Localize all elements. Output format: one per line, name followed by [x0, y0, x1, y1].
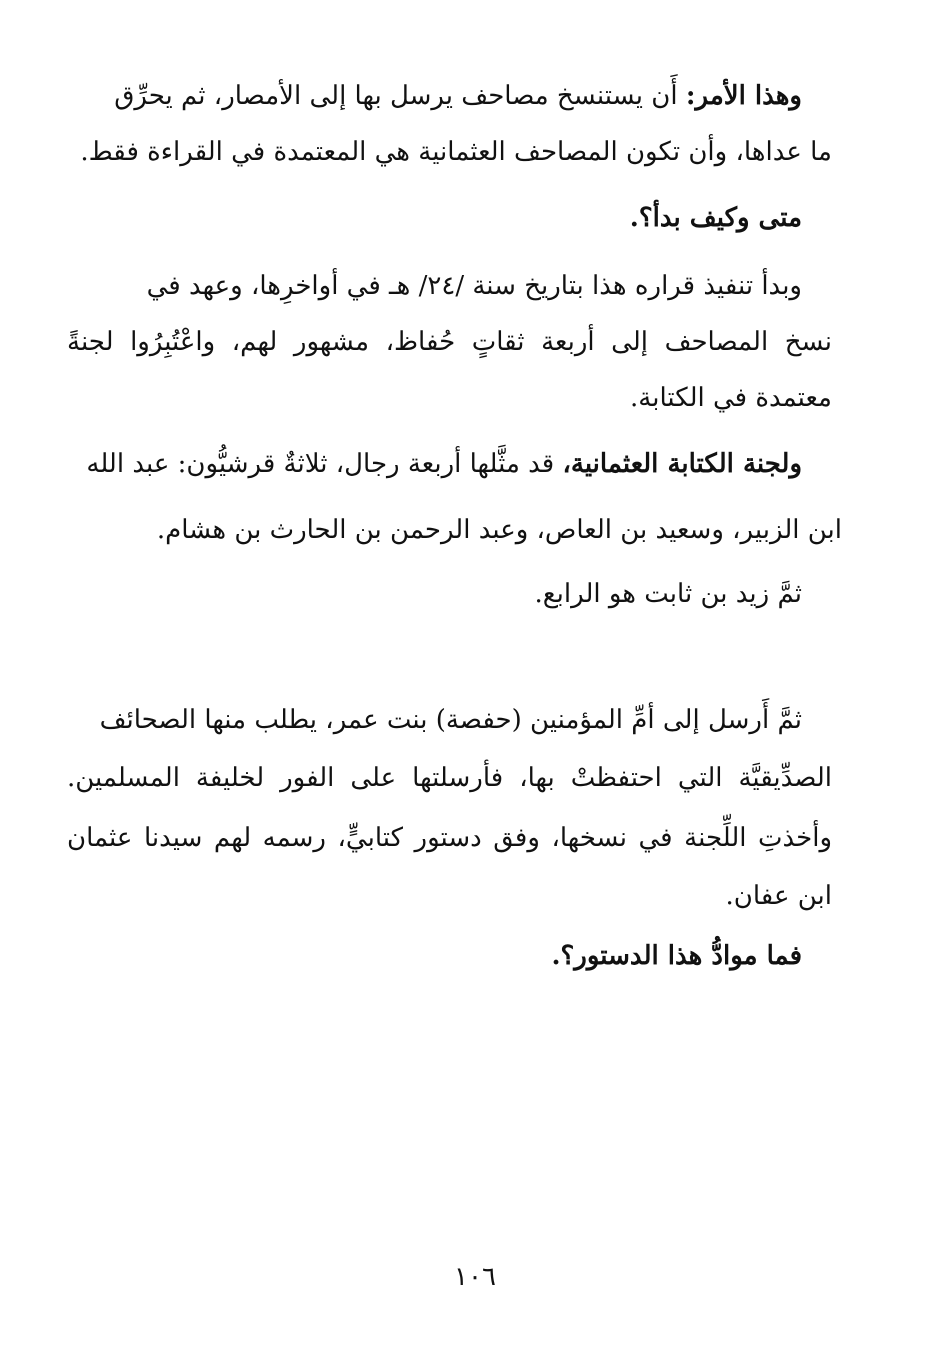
- text-line: الصدِّيقيَّة التي احتفظتْ بها، فأرسلتها على الفور لخليفة المسلمين.: [67, 763, 832, 793]
- text-line: [67, 444, 802, 484]
- text-run: قد مثَّلها أربعة رجال، ثلاثةٌ قرشيُّون: عبد الله: [86, 449, 563, 479]
- text-line: وبدأ تنفيذ قراره هذا بتاريخ سنة /٢٤/ هـ في أواخرِها، وعهد في: [146, 271, 802, 301]
- text-line: ابن عفان.: [725, 881, 832, 911]
- section-heading: متى وكيف بدأ؟.: [629, 203, 802, 233]
- text-line: ثمَّ أَرسل إلى أمِّ المؤمنين (حفصة) بنت عمر، يطلب منها الصحائف: [99, 705, 802, 735]
- text-line: ابن الزبير، وسعيد بن العاص، وعبد الرحمن بن الحارث بن هشام.: [156, 515, 842, 545]
- text-line: [67, 76, 802, 116]
- section-heading: فما موادُّ هذا الدستور؟.: [551, 941, 802, 971]
- text-line: نسخ المصاحف إلى أربعة ثقاتٍ حُفاظ، مشهور لهم، واعْتُبِرُوا لجنةً: [67, 327, 832, 357]
- text-line: ثمَّ زيد بن ثابت هو الرابع.: [534, 579, 802, 609]
- page-number: ١٠٦: [454, 1262, 496, 1292]
- text-line: ما عداها، وأن تكون المصاحف العثمانية هي المعتمدة في القراءة فقط.: [80, 137, 832, 167]
- text-line: معتمدة في الكتابة.: [630, 383, 832, 413]
- text-run: أَن يستنسخ مصاحف يرسل بها إلى الأمصار، ثم يحرِّق: [114, 81, 686, 111]
- text-line: وأخذتِ اللِّجنة في نسخها، وفق دستور كتابيٍّ، رسمه لهم سيدنا عثمان: [67, 823, 832, 853]
- bold-lead: ولجنة الكتابة العثمانية،: [562, 449, 802, 479]
- bold-lead: وهذا الأمر:: [685, 81, 802, 111]
